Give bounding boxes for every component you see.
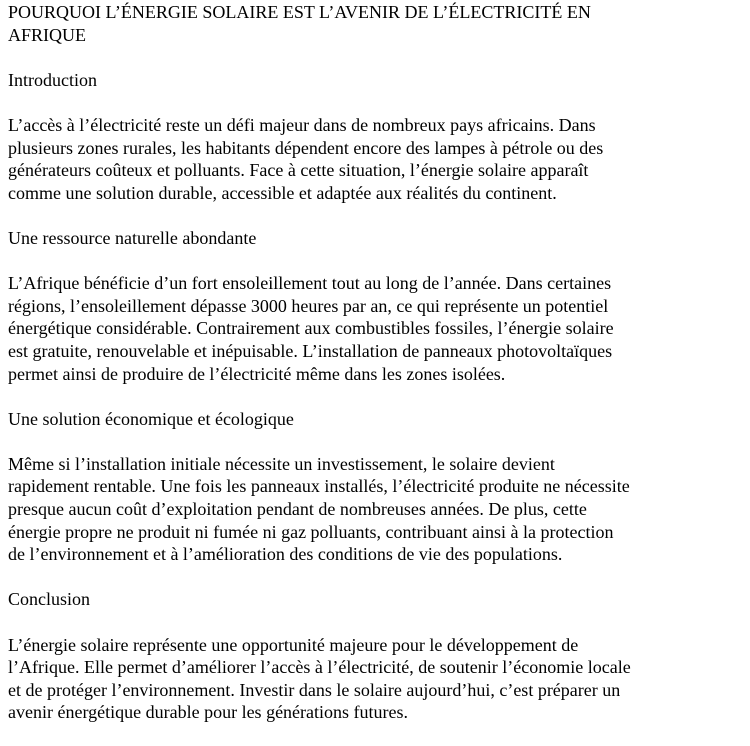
document-title xyxy=(8,1,750,46)
paragraph-line: rapidement rentable. Une fois les panneaux installés, l’électricité produite ne nécessite xyxy=(8,476,630,497)
spacer xyxy=(8,385,750,408)
section-paragraph xyxy=(8,453,750,566)
section-heading: Conclusion xyxy=(8,589,91,610)
paragraph-line: Même si l’installation initiale nécessite un investissement, le solaire devient xyxy=(8,453,555,474)
spacer xyxy=(8,430,750,453)
spacer xyxy=(8,91,750,114)
paragraph-line: énergie propre ne produit ni fumée ni gaz polluants, contribuant ainsi à la protection xyxy=(8,521,614,542)
paragraph-line: presque aucun coût d’exploitation pendant de nombreuses années. De plus, cette xyxy=(8,499,587,520)
paragraph-line: L’Afrique bénéficie d’un fort ensoleillement tout au long de l’année. Dans certaines xyxy=(8,273,612,294)
paragraph-line: L’énergie solaire représente une opportunité majeure pour le développement de xyxy=(8,634,579,655)
paragraph-line: l’Afrique. Elle permet d’améliorer l’accès à l’électricité, de soutenir l’économie locale xyxy=(8,657,631,678)
paragraph-line: générateurs coûteux et polluants. Face à cette situation, l’énergie solaire apparaît xyxy=(8,160,589,181)
spacer xyxy=(8,46,750,69)
paragraph-line: et de protéger l’environnement. Investir dans le solaire aujourd’hui, c’est préparer un xyxy=(8,679,621,700)
section-ressource-naturelle xyxy=(8,227,750,385)
section-introduction xyxy=(8,69,750,205)
spacer xyxy=(8,204,750,227)
section-paragraph xyxy=(8,272,750,385)
spacer xyxy=(8,611,750,634)
section-heading: Introduction xyxy=(8,69,97,90)
section-paragraph xyxy=(8,114,750,204)
paragraph-line: avenir énergétique durable pour les générations futures. xyxy=(8,702,409,723)
section-heading: Une ressource naturelle abondante xyxy=(8,227,257,248)
paragraph-line: est gratuite, renouvelable et inépuisable. L’installation de panneaux photovoltaïques xyxy=(8,340,613,361)
section-heading: Une solution économique et écologique xyxy=(8,408,294,429)
paragraph-line: L’accès à l’électricité reste un défi majeur dans de nombreux pays africains. Dans xyxy=(8,114,596,135)
title-line: POURQUOI L’ÉNERGIE SOLAIRE EST L’AVENIR DE L’ÉLECTRICITÉ EN xyxy=(8,2,591,22)
paragraph-line: énergétique considérable. Contrairement aux combustibles fossiles, l’énergie solaire xyxy=(8,318,614,339)
section-paragraph xyxy=(8,634,750,724)
section-conclusion xyxy=(8,588,750,724)
paragraph-line: permet ainsi de produire de l’électricité même dans les zones isolées. xyxy=(8,363,506,384)
paragraph-line: comme une solution durable, accessible et adaptée aux réalités du continent. xyxy=(8,182,557,203)
title-line: AFRIQUE xyxy=(8,24,87,45)
paragraph-line: régions, l’ensoleillement dépasse 3000 heures par an, ce qui représente un potentiel xyxy=(8,295,609,316)
section-solution-economique xyxy=(8,408,750,566)
paragraph-line: plusieurs zones rurales, les habitants dépendent encore des lampes à pétrole ou des xyxy=(8,137,604,158)
paragraph-line: de l’environnement et à l’amélioration des conditions de vie des populations. xyxy=(8,544,563,565)
spacer xyxy=(8,250,750,273)
spacer xyxy=(8,566,750,589)
